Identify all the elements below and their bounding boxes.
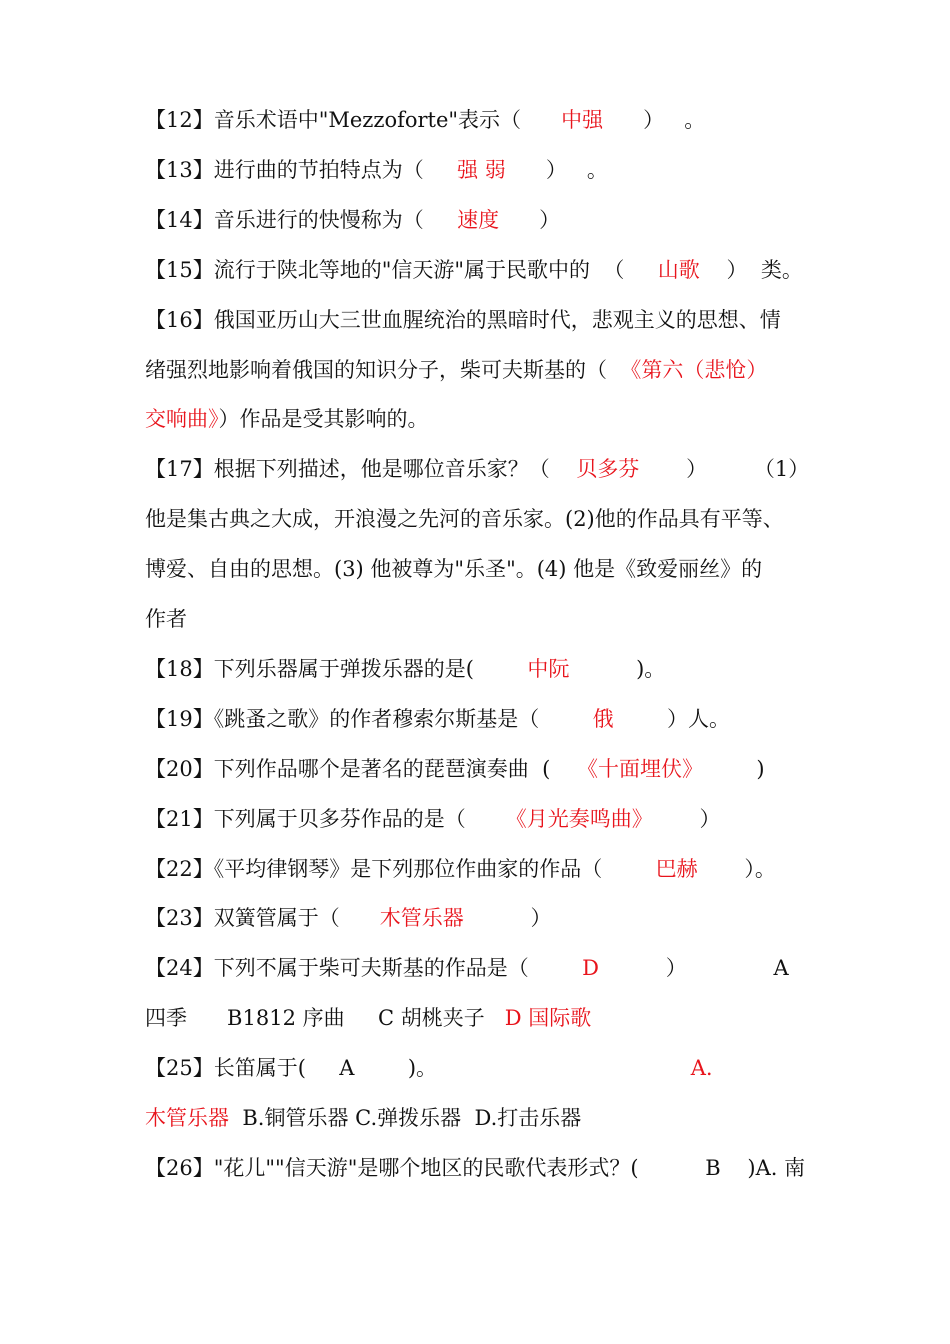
text-line	[145, 953, 825, 983]
question-text: 他是集古典之大成，开浪漫之先河的音乐家。(2)他的作品具有平等、	[145, 507, 784, 532]
question-text: 【26】"花儿""信天游"是哪个地区的民歌代表形式？( B )A. 南	[145, 1155, 806, 1180]
question-text: 四季 B1812 序曲 C 胡桃夹子	[145, 1006, 505, 1031]
question-text: 【17】根据下列描述，他是哪位音乐家？（	[145, 457, 577, 482]
text-line	[145, 305, 825, 335]
answer-text: 中强	[561, 108, 604, 132]
answer-text: 山歌	[657, 257, 700, 282]
question-text: 【24】下列不属于柴可夫斯基的作品是（	[145, 956, 583, 981]
answer-text: 木管乐器	[145, 1106, 229, 1130]
question-text: B.铜管乐器 C.弹拨乐器 D.打击乐器	[229, 1106, 582, 1130]
question-text: 博爱、自由的思想。(3) 他被尊为"乐圣"。(4) 他是《致爱丽丝》的	[145, 557, 763, 582]
question-text: ）	[463, 906, 552, 931]
answer-text: A.	[690, 1056, 713, 1081]
answer-text: 巴赫	[655, 856, 698, 881]
question-text: 【20】下列作品哪个是著名的琵琶演奏曲 (	[145, 756, 577, 781]
answer-text: 《十面埋伏》	[576, 756, 703, 781]
question-text: 【18】下列乐器属于弹拨乐器的是(	[145, 656, 528, 681]
text-line	[145, 604, 825, 634]
answer-text: 《月光奏鸣曲》	[505, 806, 653, 831]
question-text: ） 。	[603, 108, 706, 132]
question-text: 【13】进行曲的节拍特点为（	[145, 157, 458, 182]
question-text: ）人。	[613, 706, 731, 731]
question-text: ） 类。	[699, 257, 803, 282]
text-line	[145, 1153, 825, 1183]
text-line	[145, 355, 825, 385]
question-text: ） （1）	[639, 457, 810, 482]
question-text: 【23】双簧管属于（	[145, 906, 380, 931]
text-line	[145, 205, 825, 235]
text-line	[145, 1003, 825, 1033]
question-text: ）作品是受其影响的。	[218, 407, 429, 432]
answer-text: 速度	[457, 207, 500, 232]
text-line	[145, 454, 825, 484]
text-line	[145, 404, 825, 434]
text-line	[145, 804, 825, 834]
text-line	[145, 554, 825, 584]
text-line	[145, 854, 825, 884]
question-text: 【15】流行于陕北等地的"信天游"属于民歌中的 （	[145, 257, 658, 282]
answer-text: 俄	[592, 706, 614, 731]
question-text: 【25】长笛属于( A )。	[145, 1056, 691, 1081]
text-line	[145, 754, 825, 784]
question-text: ） A	[598, 956, 789, 981]
text-line	[145, 903, 825, 933]
question-text: 【22】《平均律钢琴》是下列那位作曲家的作品（	[145, 856, 656, 881]
question-text: ）	[652, 806, 721, 831]
answer-text: 《第六（悲怆）	[620, 357, 768, 382]
question-text: 【14】音乐进行的快慢称为（	[145, 207, 458, 232]
question-text: ）。	[697, 856, 776, 881]
answer-text: 贝多芬	[576, 457, 640, 482]
question-text: )。	[569, 656, 666, 681]
text-line	[145, 704, 825, 734]
answer-text: 交响曲》	[145, 407, 219, 432]
question-text: 【19】《跳蚤之歌》的作者穆索尔斯基是（	[145, 706, 593, 731]
text-line	[145, 504, 825, 534]
question-text: 【12】音乐术语中"Mezzoforte"表示（	[145, 108, 562, 132]
text-line	[145, 255, 825, 285]
question-text: )	[702, 756, 765, 781]
text-line	[145, 1103, 825, 1133]
text-line	[145, 155, 825, 185]
answer-text: 强 弱	[457, 157, 506, 182]
answer-text: 中阮	[527, 656, 570, 681]
answer-text: D	[582, 956, 599, 981]
question-text: ）	[499, 207, 561, 232]
question-text: 作者	[145, 607, 187, 631]
text-line	[145, 1053, 825, 1083]
text-line	[145, 105, 825, 135]
question-text: 【16】俄国亚历山大三世血腥统治的黑暗时代，悲观主义的思想、情	[145, 307, 781, 332]
question-text: 【21】下列属于贝多芬作品的是（	[145, 806, 506, 831]
question-text: 绪强烈地影响着俄国的知识分子，柴可夫斯基的（	[145, 357, 621, 382]
answer-text: D 国际歌	[504, 1006, 592, 1031]
text-line	[145, 654, 825, 684]
answer-text: 木管乐器	[379, 906, 464, 931]
question-text: ） 。	[505, 157, 608, 182]
